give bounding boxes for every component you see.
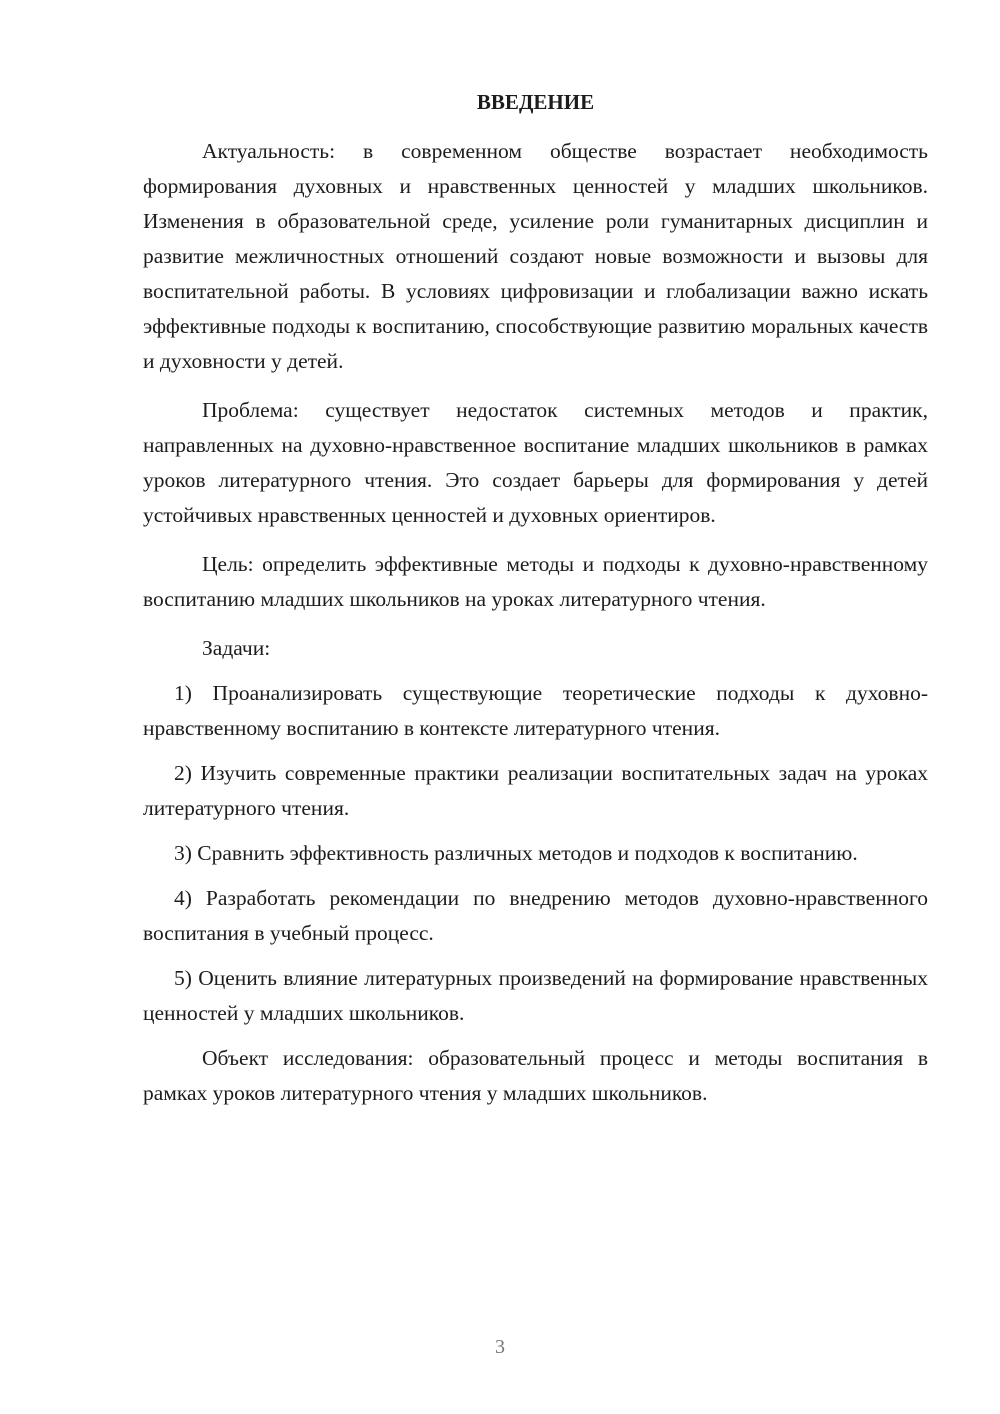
problem-paragraph: Проблема: существует недостаток системных методов и практик, направленных на духовно-нравственное воспитание младших школьников в рамках уроков литературного чтения. Это создает барьеры для формирования у детей устойчивых нравственных ценностей и духовных ориентиров. bbox=[143, 398, 928, 527]
document-page bbox=[143, 88, 928, 1111]
list-item: 1) Проанализировать существующие теоретические подходы к духовно-нравственному воспитанию в контексте литературного чтения. bbox=[143, 681, 928, 740]
list-item: 2) Изучить современные практики реализации воспитательных задач на уроках литературного чтения. bbox=[143, 761, 928, 820]
tasks-list bbox=[143, 676, 928, 1031]
tasks-heading: Задачи: bbox=[202, 636, 271, 660]
list-item: 5) Оценить влияние литературных произведений на формирование нравственных ценностей у младших школьников. bbox=[143, 966, 928, 1025]
list-item: 4) Разработать рекомендации по внедрению методов духовно-нравственного воспитания в учебный процесс. bbox=[143, 886, 928, 945]
object-paragraph: Объект исследования: образовательный процесс и методы воспитания в рамках уроков литературного чтения у младших школьников. bbox=[143, 1046, 928, 1105]
relevance-paragraph: Актуальность: в современном обществе возрастает необходимость формирования духовных и нравственных ценностей у младших школьников. Изменения в образовательной среде, усиление роли гуманитарных дисциплин и развитие межличностных отношений создают новые возможности и вызовы для воспитательной работы. В условиях цифровизации и глобализации важно искать эффективные подходы к воспитанию, способствующие развитию моральных качеств и духовности у детей. bbox=[143, 139, 928, 373]
page-number: 3 bbox=[495, 1336, 505, 1358]
goal-paragraph: Цель: определить эффективные методы и подходы к духовно-нравственному воспитанию младших школьников на уроках литературного чтения. bbox=[143, 552, 928, 611]
list-item: 3) Сравнить эффективность различных методов и подходов к воспитанию. bbox=[174, 841, 858, 865]
section-title: ВВЕДЕНИЕ bbox=[476, 90, 595, 114]
